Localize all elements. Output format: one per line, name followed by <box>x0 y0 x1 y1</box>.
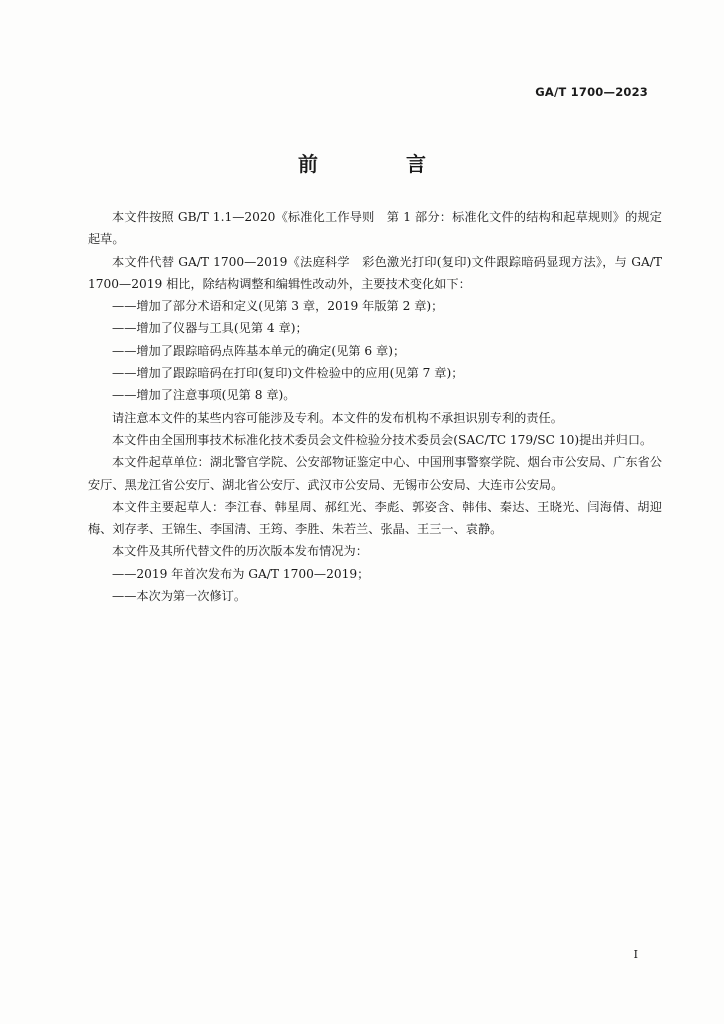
list-item: ——增加了跟踪暗码在打印(复印)文件检验中的应用(见第 7 章)； <box>112 366 464 381</box>
page-number: I <box>633 948 638 961</box>
paragraph: 本文件代替 GA/T 1700—2019《法庭科学 彩色激光打印(复印)文件跟踪暗码显现方法》，与 GA/T 1700—2019 相比，除结构调整和编辑性改动外，主要技术变化如下： <box>88 254 662 291</box>
paragraph: 本文件及其所代替文件的历次版本发布情况为： <box>112 544 368 559</box>
list-item: ——增加了跟踪暗码点阵基本单元的确定(见第 6 章)； <box>112 343 406 358</box>
foreword-body <box>88 206 662 607</box>
page-title: 前 言 <box>298 152 460 176</box>
paragraph: 本文件由全国刑事技术标准化技术委员会文件检验分技术委员会(SAC/TC 179/SC 10)提出并归口。 <box>112 432 653 447</box>
paragraph: 本文件按照 GB/T 1.1—2020《标准化工作导则 第 1 部分：标准化文件的结构和起草规则》的规定起草。 <box>88 210 662 247</box>
list-item: ——增加了注意事项(见第 8 章)。 <box>112 388 296 403</box>
list-item: ——本次为第一次修订。 <box>112 589 247 604</box>
list-item: ——增加了仪器与工具(见第 4 章)； <box>112 321 308 336</box>
list-item: ——2019 年首次发布为 GA/T 1700—2019； <box>112 566 370 581</box>
paragraph: 本文件起草单位：湖北警官学院、公安部物证鉴定中心、中国刑事警察学院、烟台市公安局、广东省公安厅、黑龙江省公安厅、湖北省公安厅、武汉市公安局、无锡市公安局、大连市公安局。 <box>88 455 662 492</box>
list-item: ——增加了部分术语和定义(见第 3 章，2019 年版第 2 章)； <box>112 299 444 314</box>
paragraph: 本文件主要起草人：李江春、韩星周、郝红光、李彪、郭姿含、韩伟、秦达、王晓光、闫海倩、胡迎梅、刘存孝、王锦生、李国清、王筠、李胜、朱若兰、张晶、王三一、袁静。 <box>88 499 662 537</box>
paragraph: 请注意本文件的某些内容可能涉及专利。本文件的发布机构不承担识别专利的责任。 <box>112 410 563 425</box>
document-code: GA/T 1700—2023 <box>535 85 648 99</box>
